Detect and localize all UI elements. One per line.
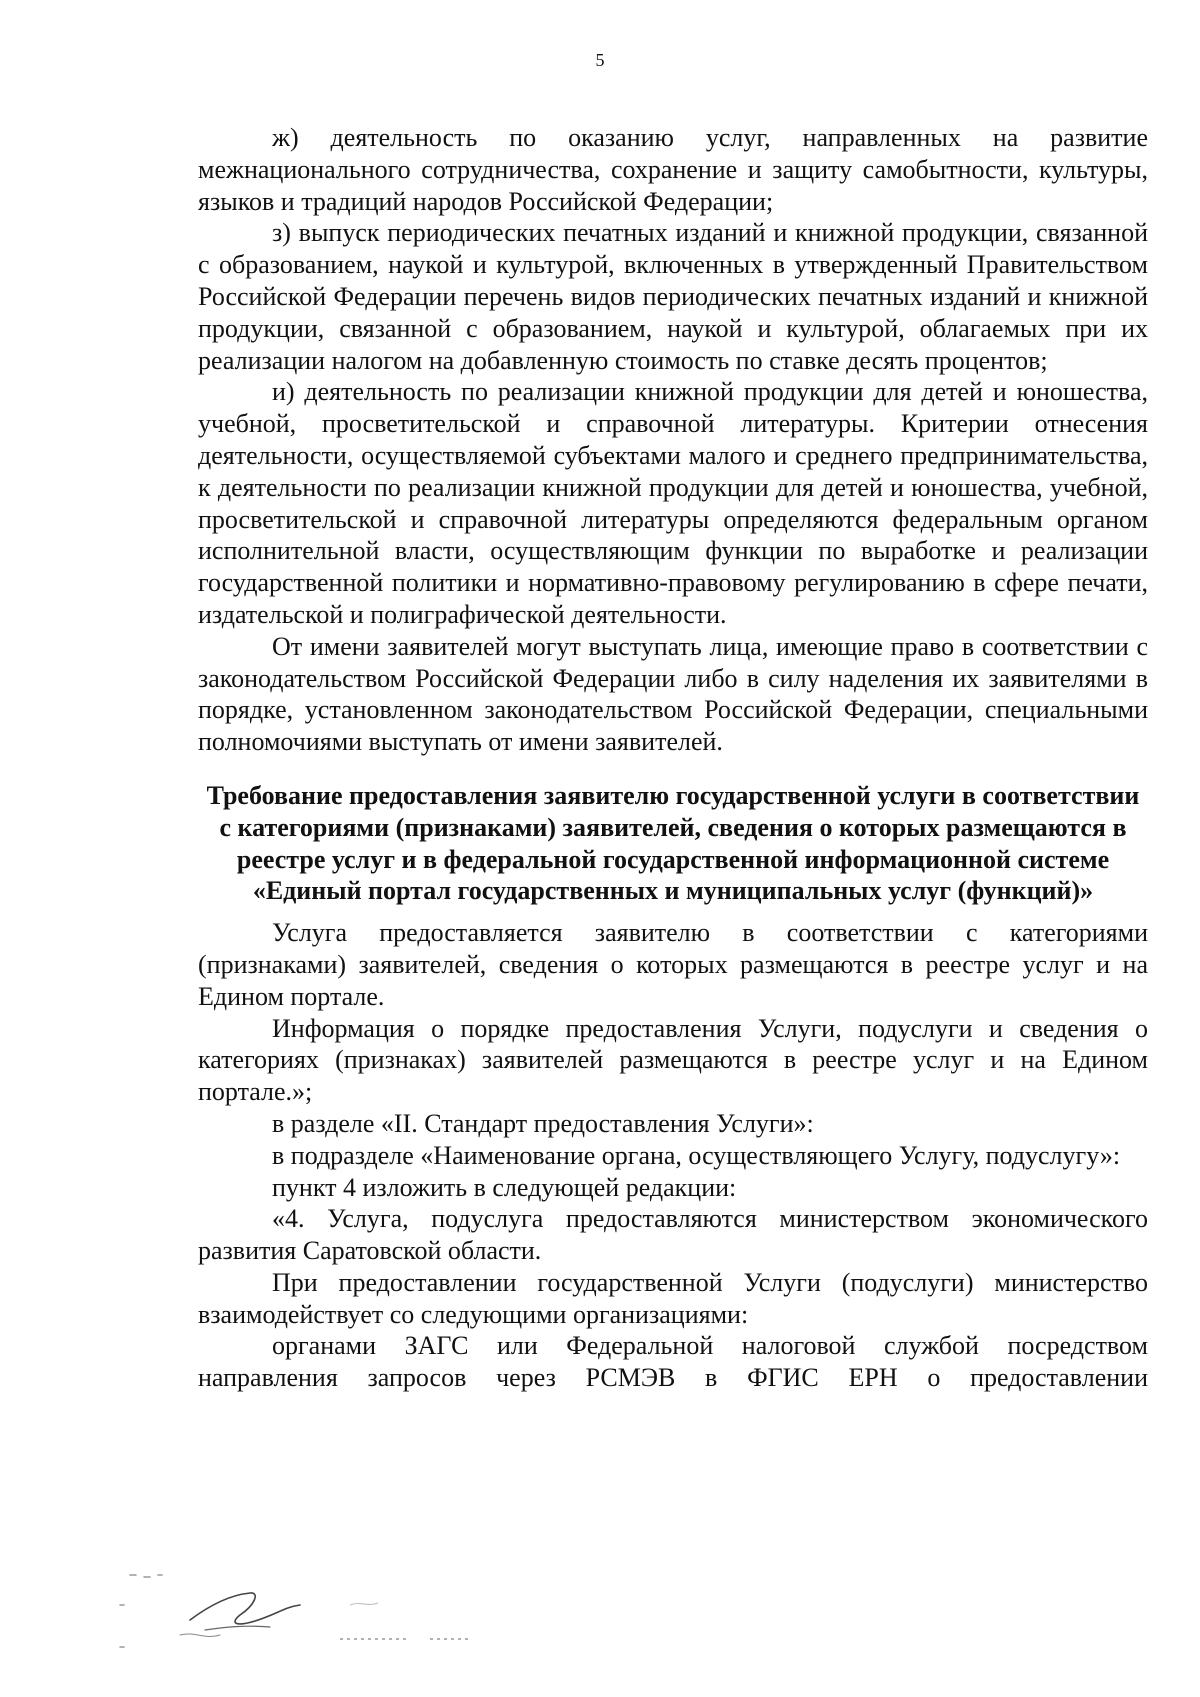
paragraph-i: и) деятельность по реализации книжной продукции для детей и юношества, учебной, просветительской и справочной литературы. Критерии отнесения деятельности, осуществляемой субъектами малого и среднего предпринимательства, к деятельности по реализации книжной продукции для детей и юношества, учебной, просветительской и справочной литературы определяются федеральным органом исполнительной власти, осуществляющим функции по выработке и реализации государственной политики и нормативно-правовому регулированию в сфере печати, издательской и полиграфической деятельности.	[198, 377, 1148, 629]
section-heading: Требование предоставления заявителю государственной услуги в соответствии с категориями (признаками) заявителей, сведения о которых размещаются в реестре услуг и в федеральной государственной информационной системе «Единый портал государственных и муниципальных услуг (функций)»	[206, 780, 1140, 906]
paragraph-info-order: Информация о порядке предоставления Услуги, подуслуги и сведения о категориях (признаках) заявителей размещаются в реестре услуг и на Едином портале.»;	[198, 1013, 1148, 1107]
paragraph-zh: ж) деятельность по оказанию услуг, направленных на развитие межнационального сотрудничества, сохранение и защиту самобытности, культуры, языков и традиций народов Российской Федерации;	[198, 123, 1148, 216]
paragraph-item-4: пункт 4 изложить в следующей редакции:	[272, 1172, 737, 1202]
document-body	[198, 122, 1148, 1394]
paragraph-representatives: От имени заявителей могут выступать лица, имеющие право в соответствии с законодательством Российской Федерации либо в силу наделения их заявителями в порядке, установленном законодательством Российской Федерации, специальными полномочиями выступать от имени заявителей.	[198, 631, 1148, 757]
signature-scribble	[110, 1535, 530, 1675]
paragraph-z: з) выпуск периодических печатных изданий и книжной продукции, связанной с образованием, наукой и культурой, включенных в утвержденный Правительством Российской Федерации перечень видов периодических печатных изданий и книжной продукции, связанной с образованием, наукой и культурой, облагаемых при их реализации налогом на добавленную стоимость по ставке десять процентов;	[198, 218, 1148, 375]
paragraph-service-provided: Услуга предоставляется заявителю в соответствии с категориями (признаками) заявителей, сведения о которых размещаются в реестре услуг и на Едином портале.	[198, 918, 1148, 1011]
paragraph-subsection: в подразделе «Наименование органа, осуществляющего Услугу, подуслугу»:	[272, 1140, 1121, 1170]
page-number: 5	[595, 50, 605, 70]
paragraph-section-ii: в разделе «II. Стандарт предоставления Услуги»:	[272, 1108, 814, 1138]
paragraph-zags: органами ЗАГС или Федеральной налоговой службой посредством направления запросов через РСМЭВ в ФГИС ЕРН о предоставлении	[198, 1331, 1148, 1393]
paragraph-interaction: При предоставлении государственной Услуги (подуслуги) министерство взаимодействует со следующими организациями:	[198, 1267, 1148, 1329]
paragraph-item-4-text: «4. Услуга, подуслуга предоставляются министерством экономического развития Саратовской области.	[198, 1204, 1148, 1266]
